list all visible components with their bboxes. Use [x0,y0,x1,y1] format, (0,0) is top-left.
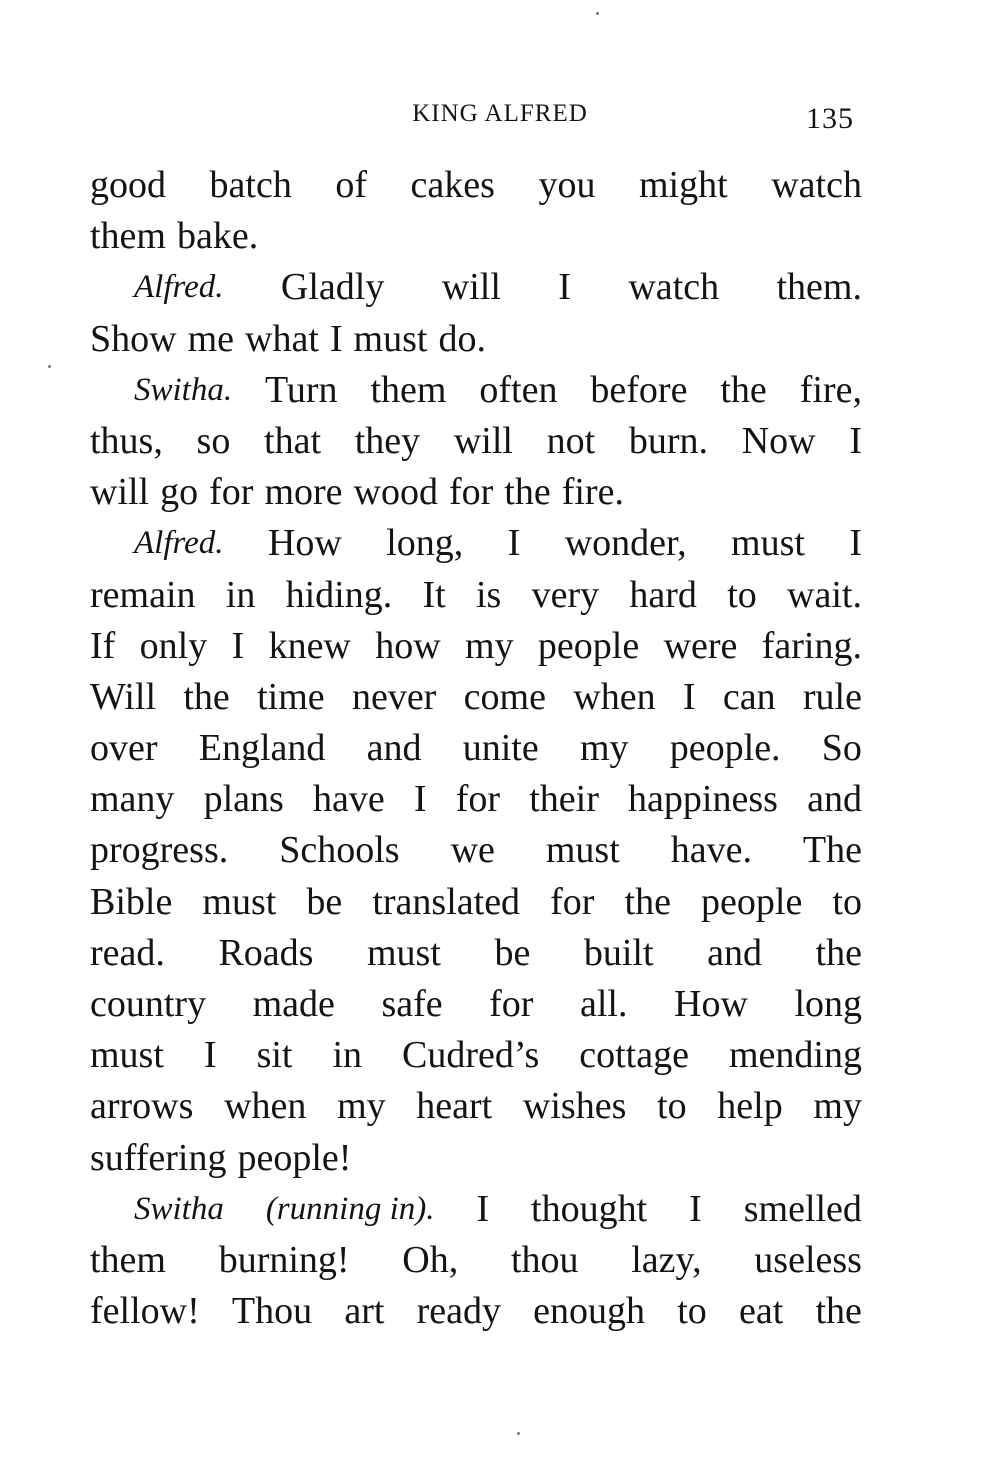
word: burning! [218,1238,350,1281]
word: rule [802,675,862,718]
word: If [90,624,116,667]
running-head [0,96,1000,136]
word: all. [580,983,628,1025]
word: Show [90,317,177,360]
word: arrows [90,1085,194,1128]
word: lazy, [631,1238,702,1281]
word: my [579,727,629,770]
word: fellow! [90,1290,200,1333]
word: what [245,317,319,360]
word: fire. [561,471,624,514]
word: wishes [522,1085,627,1128]
word: wood [353,471,438,514]
word: thought [531,1187,648,1230]
word: cakes [410,164,495,206]
word: their [529,778,599,821]
word: and [807,778,862,821]
word: hiding. [285,573,393,616]
word: long [794,983,862,1025]
word: watch [771,164,862,206]
word: watch [628,266,720,309]
word: Thou [231,1290,313,1333]
word: do. [438,317,486,360]
word: when [573,675,656,718]
text-line [90,825,862,876]
word: Schools [279,829,400,872]
word: remain [90,573,196,616]
word: for [455,778,501,821]
word: will [90,471,150,514]
word: people [701,880,803,923]
word: them [90,215,166,258]
word: enough [533,1290,646,1333]
word: will [441,266,501,309]
word: built [583,931,654,974]
word: the [815,1290,862,1333]
scan-speck [517,1432,520,1435]
word: you [538,164,596,206]
word: they [354,419,421,462]
text-line [90,723,862,774]
word: time [257,675,325,718]
word: I [507,522,521,565]
word: to [657,1085,687,1128]
text-line [90,314,862,365]
word: them [90,1238,166,1281]
word: have [313,778,385,821]
text-line [90,621,862,672]
word: England [198,727,326,770]
stage-direction: (running in). [265,1190,435,1227]
word: were [663,624,738,667]
text-line [90,774,862,825]
word: Now [741,419,816,462]
text-line [90,365,862,416]
word: I [558,266,571,309]
text-line [90,928,862,979]
word: so [196,419,231,462]
word: the [624,880,671,923]
word: that [264,419,322,462]
word: Oh, [402,1238,459,1281]
word: must [353,317,428,360]
word: It [422,573,446,616]
word: will [453,419,513,462]
word: how [375,624,441,667]
word: translated [372,880,521,923]
word: people! [237,1136,352,1179]
word: How [267,522,342,565]
scan-speck [596,12,599,15]
word: people. [669,727,781,770]
word: cottage [579,1034,689,1077]
word: for [550,880,595,923]
word: long, [386,522,464,565]
word: faring. [761,624,862,667]
word: and [366,727,422,770]
word: country [90,983,207,1025]
word: over [90,727,158,770]
speaker-name: Alfred. [134,525,224,562]
word: eat [738,1290,784,1333]
word: is [475,573,502,616]
speaker-name: Alfred. [134,269,224,306]
word: thus, [90,419,163,462]
word: might [639,164,728,206]
word: ready [416,1290,501,1333]
word: read. [90,931,165,974]
word: Gladly [280,266,385,309]
text-line [90,1235,862,1286]
word: wonder, [564,522,687,565]
word: suffering [90,1136,227,1179]
word: bake. [176,215,259,258]
word: in [225,573,256,616]
text-line [90,416,862,467]
body-text [90,160,862,1337]
word: and [707,931,762,974]
text-line [90,979,862,1030]
word: plans [203,778,284,821]
word: safe [381,983,443,1025]
word: people [537,624,640,667]
word: to [677,1290,707,1333]
word: mending [728,1034,862,1077]
word: them [370,368,447,411]
word: have. [670,829,752,872]
word: only [139,624,208,667]
text-line [90,211,862,262]
word: often [479,368,558,411]
word: we [450,829,495,872]
speaker-name: Switha [134,1190,224,1227]
text-line [90,1133,862,1184]
word: when [224,1085,307,1128]
word: the [183,675,230,718]
word: must [731,522,805,565]
word: Turn [265,368,338,411]
text-line [90,160,862,211]
word: more [264,471,343,514]
word: be [306,880,343,923]
word: the [720,368,767,411]
word: must [545,829,620,872]
word: I [689,1187,702,1230]
word: wait. [787,573,862,616]
word: for [489,983,534,1025]
text-line [90,262,862,313]
text-line [90,1286,862,1337]
text-line [90,672,862,723]
word: The [802,829,862,872]
text-line [90,467,862,518]
word: must [90,1034,164,1077]
word: Will [90,675,157,718]
word: to [832,880,862,923]
word: for [209,471,254,514]
word: good [90,164,166,206]
word: batch [209,164,292,206]
text-line [90,1184,862,1235]
word: How [674,983,748,1025]
word: the [504,471,551,514]
word: to [727,573,757,616]
word: must [366,931,441,974]
word: my [465,624,514,667]
word: come [463,675,546,718]
word: hard [629,573,697,616]
word: I [203,1034,217,1077]
word: I [476,1187,490,1230]
word: my [337,1085,386,1128]
word: me [187,317,235,360]
word: unite [462,727,539,770]
text-line [90,1030,862,1081]
word: happiness [628,778,778,821]
word: burn. [628,419,709,462]
word: of [335,164,368,206]
word: go [160,471,199,514]
word: sit [256,1034,293,1077]
word: I [329,317,343,360]
word: my [813,1085,862,1128]
text-line [90,877,862,928]
word: Bible [90,880,173,923]
word: art [344,1290,385,1333]
word: very [531,573,600,616]
word: before [590,368,688,411]
word: smelled [743,1187,862,1230]
word: help [717,1085,783,1128]
word: I [849,522,862,565]
word: in [332,1034,363,1077]
word: can [722,675,776,718]
word: fire, [799,368,862,411]
text-line [90,518,862,569]
word: the [815,931,862,974]
word: I [682,675,696,718]
word: knew [268,624,351,667]
word: I [413,778,427,821]
word: So [821,727,862,770]
scan-speck [48,365,51,368]
word: made [252,983,335,1025]
word: never [351,675,437,718]
word: Roads [218,931,314,974]
word: not [546,419,596,462]
running-title: KING ALFRED [412,100,588,127]
word: useless [754,1238,862,1281]
word: heart [416,1085,493,1128]
word: many [90,778,175,821]
word: for [448,471,494,514]
word: I [231,624,245,667]
word: Cudred’s [402,1034,540,1077]
word: them. [776,266,862,309]
page-number: 135 [806,102,854,135]
speaker-name: Switha. [134,371,233,408]
word: thou [510,1238,579,1281]
word: be [494,931,531,974]
word: I [849,419,862,462]
text-line [90,570,862,621]
word: must [202,880,277,923]
word: progress. [90,829,229,872]
text-line [90,1081,862,1132]
